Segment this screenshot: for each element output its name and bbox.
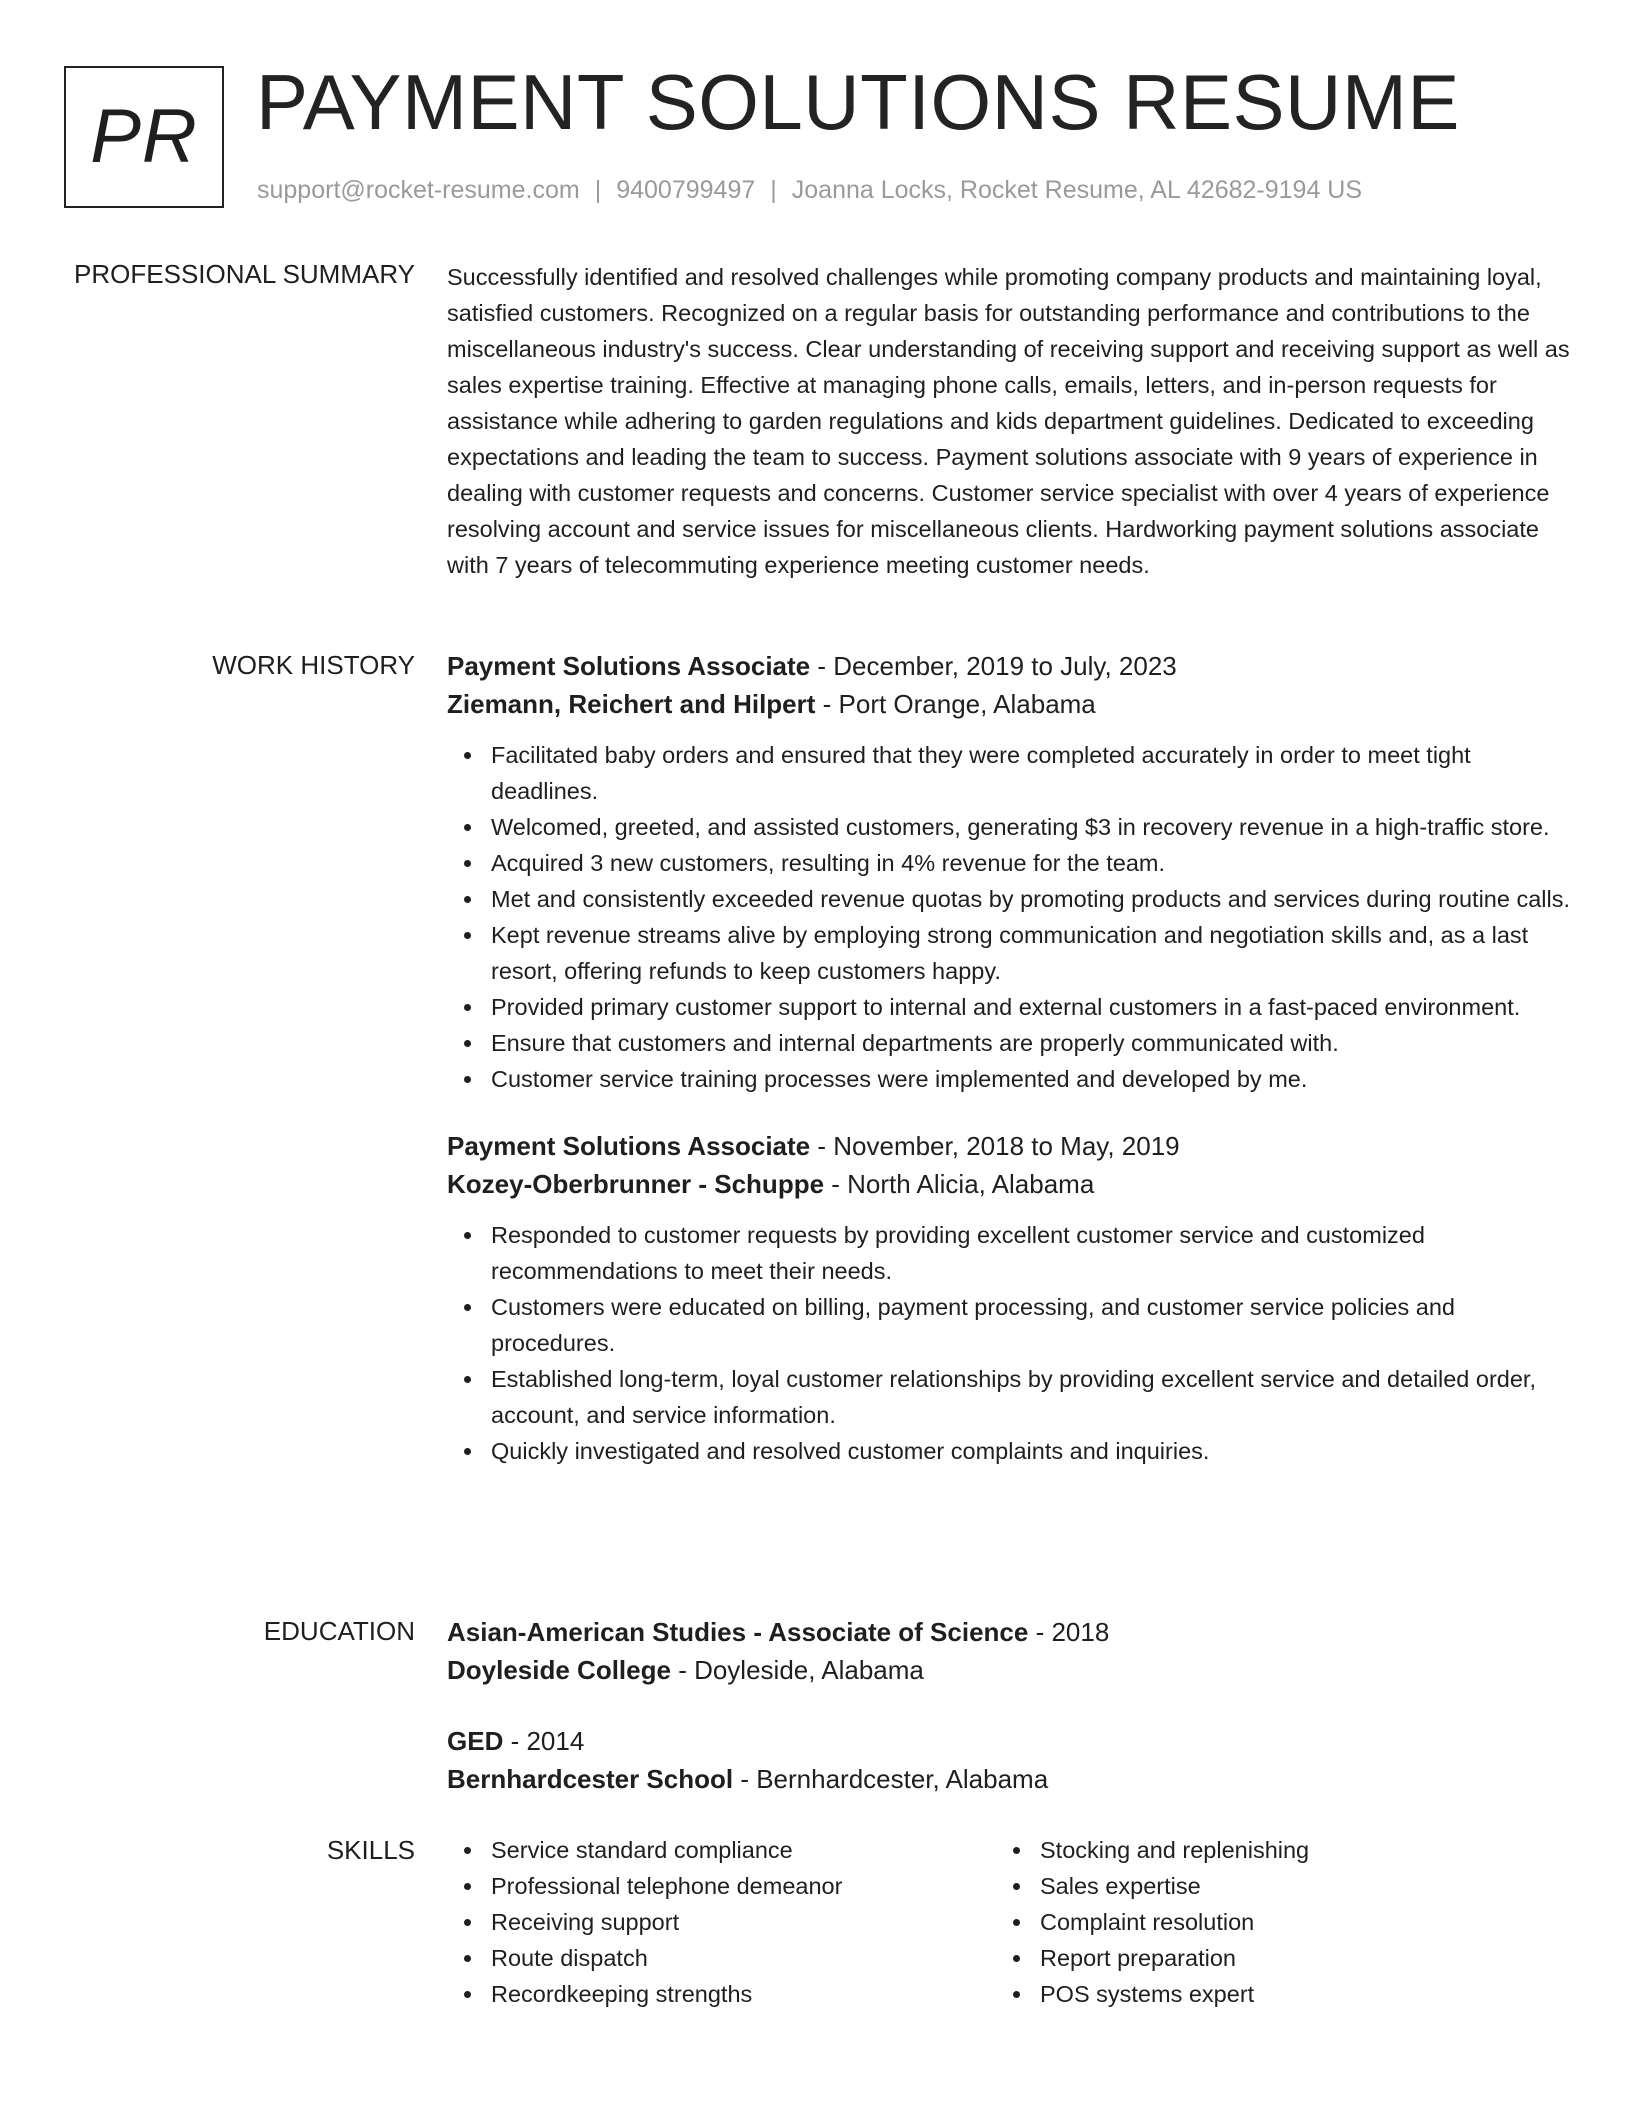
skill-item: Stocking and replenishing: [996, 1832, 1545, 1868]
summary-text: Successfully identified and resolved challenges while promoting company products and maintaining loyal, satisfied customers. Recognized on a regular basis for outstanding performance and contributions to the miscellaneous industry's success. Clear understanding of receiving support and receiving support as well as sales expertise training. Effective at managing phone calls, emails, letters, and in-person requests for assistance while adhering to garden regulations and kids department guidelines. Dedicated to exceeding expectations and leading the team to success. Payment solutions associate with 9 years of experience in dealing with customer requests and concerns. Customer service specialist with over 4 years of experience resolving account and service issues for miscellaneous clients. Hardworking payment solutions associate with 7 years of telecommuting experience meeting customer needs.: [447, 264, 1570, 578]
education-degree: GED: [447, 1726, 504, 1756]
section-label-work-history: WORK HISTORY: [212, 650, 415, 680]
job-title: Payment Solutions Associate: [447, 1131, 811, 1161]
job-entry: [447, 1127, 1572, 1469]
contact-address: Joanna Locks, Rocket Resume, AL 42682-9194 US: [791, 176, 1363, 204]
job-company-line: [447, 1165, 1572, 1203]
education-body: [447, 1613, 1572, 1798]
contact-separator: |: [770, 176, 777, 204]
contact-line: [257, 174, 1362, 207]
monogram-initials: PR: [90, 94, 198, 179]
contact-separator: |: [594, 176, 602, 204]
contact-email[interactable]: support@rocket-resume.com: [257, 176, 580, 204]
education-school-line: [447, 1760, 1572, 1798]
skill-item: Receiving support: [447, 1904, 996, 1940]
job-entry: [447, 647, 1572, 1097]
job-company: Ziemann, Reichert and Hilpert: [447, 689, 816, 719]
job-title-line: [447, 1127, 1572, 1165]
skill-item: POS systems expert: [996, 1976, 1545, 2012]
education-year: - 2018: [1028, 1617, 1110, 1647]
job-company-line: [447, 685, 1572, 723]
section-label-education: EDUCATION: [263, 1616, 415, 1646]
job-bullet: Responded to customer requests by providing excellent customer service and customized recommendations to meet their needs.: [447, 1217, 1572, 1289]
education-degree-line: [447, 1613, 1572, 1651]
summary-body: [447, 259, 1572, 583]
work-history-body: [447, 647, 1572, 1469]
skill-item: Recordkeeping strengths: [447, 1976, 996, 2012]
job-bullet: Acquired 3 new customers, resulting in 4% revenue for the team.: [447, 845, 1572, 881]
section-label-summary: PROFESSIONAL SUMMARY: [74, 259, 415, 289]
job-bullet: Kept revenue streams alive by employing strong communication and negotiation skills and, as a last resort, offering refunds to keep customers happy.: [447, 917, 1572, 989]
job-bullet: Customer service training processes were implemented and developed by me.: [447, 1061, 1572, 1097]
skill-item: Complaint resolution: [996, 1904, 1545, 1940]
skill-item: Professional telephone demeanor: [447, 1868, 996, 1904]
section-label-skills: SKILLS: [326, 1835, 415, 1865]
job-bullets: [447, 1217, 1572, 1469]
job-bullet: Quickly investigated and resolved customer complaints and inquiries.: [447, 1433, 1572, 1469]
job-bullet: Established long-term, loyal customer relationships by providing excellent service and detailed order, account, and service information.: [447, 1361, 1572, 1433]
education-degree-line: [447, 1722, 1572, 1760]
education-school: Doyleside College: [447, 1655, 671, 1685]
job-location: - Port Orange, Alabama: [815, 689, 1096, 719]
skills-columns: [447, 1832, 1572, 2012]
job-bullet: Ensure that customers and internal departments are properly communicated with.: [447, 1025, 1572, 1061]
education-degree: Asian-American Studies - Associate of Science: [447, 1617, 1029, 1647]
job-bullets: [447, 737, 1572, 1097]
skill-item: Route dispatch: [447, 1940, 996, 1976]
skills-list-left: [447, 1832, 996, 2012]
job-title: Payment Solutions Associate: [447, 651, 811, 681]
monogram-logo: [64, 66, 224, 208]
job-location: - North Alicia, Alabama: [824, 1169, 1095, 1199]
job-company: Kozey-Oberbrunner - Schuppe: [447, 1169, 825, 1199]
job-bullet: Met and consistently exceeded revenue quotas by promoting products and services during routine calls.: [447, 881, 1572, 917]
job-title-line: [447, 647, 1572, 685]
job-dates: - November, 2018 to May, 2019: [810, 1131, 1180, 1161]
education-school-line: [447, 1651, 1572, 1689]
skill-item: Report preparation: [996, 1940, 1545, 1976]
job-bullet: Customers were educated on billing, payment processing, and customer service policies and procedures.: [447, 1289, 1572, 1361]
education-year: - 2014: [503, 1726, 585, 1756]
education-location: - Doyleside, Alabama: [670, 1655, 924, 1685]
skills-list-right: [996, 1832, 1545, 2012]
education-school: Bernhardcester School: [447, 1764, 734, 1794]
skill-item: Sales expertise: [996, 1868, 1545, 1904]
job-dates: - December, 2019 to July, 2023: [810, 651, 1177, 681]
job-bullet: Facilitated baby orders and ensured that they were completed accurately in order to meet tight deadlines.: [447, 737, 1572, 809]
education-entry: [447, 1613, 1572, 1689]
contact-phone[interactable]: 9400799497: [616, 176, 756, 204]
education-entry: [447, 1722, 1572, 1798]
skill-item: Service standard compliance: [447, 1832, 996, 1868]
job-bullet: Provided primary customer support to internal and external customers in a fast-paced environment.: [447, 989, 1572, 1025]
resume-title: PAYMENT SOLUTIONS RESUME: [256, 58, 1460, 146]
skills-body: [447, 1832, 1572, 2012]
education-location: - Bernhardcester, Alabama: [733, 1764, 1049, 1794]
job-bullet: Welcomed, greeted, and assisted customers, generating $3 in recovery revenue in a high-traffic store.: [447, 809, 1572, 845]
